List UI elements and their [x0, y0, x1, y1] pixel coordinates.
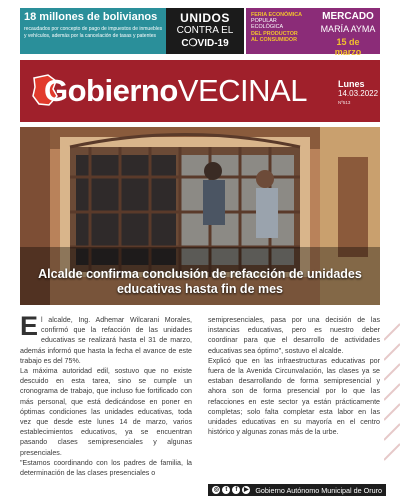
paragraph: semipresenciales, pasa por una decisión de las instancias educativas, pero es nuestro deber coordinar para que el desarrollo de actividades educativas sea óptimo", sostuvo el alcalde.	[208, 316, 380, 355]
issue-number: Nº513	[338, 100, 351, 105]
brand-light: VECINAL	[177, 73, 307, 108]
market-line2: MARÍA AYMA	[320, 24, 376, 34]
tax-banner[interactable]	[20, 8, 166, 54]
paragraph	[20, 311, 192, 366]
instagram-icon[interactable]: ◎	[213, 487, 219, 493]
facebook-icon[interactable]: f	[232, 486, 240, 494]
masthead-brand	[44, 73, 307, 109]
paragraph: Explicó que en las infraestructuras educativas por fuera de la Avenida Circunvalación, las clases ya se estaban desarrollando de forma semipresencial y ahora son de forma presencial por lo que las refacciones en este sector ya están prácticamente completas; solo falta completar esta labor en las unidades educativas en su mayoría en el centro histórico y algunas zonas más de la urbe.	[208, 356, 380, 437]
fair-line4: DEL PRODUCTOR	[251, 30, 298, 37]
footer-text: Gobierno Autónomo Municipal de Oruro	[255, 485, 382, 495]
drop-cap: E	[20, 311, 39, 341]
market-line1: MERCADO	[322, 11, 374, 22]
market-date: 15 de marzo	[334, 37, 362, 57]
footer-bar	[208, 484, 386, 496]
issue-day: Lunes	[338, 79, 365, 89]
fair-line1: FERIA ECONÓMICA	[251, 12, 303, 18]
article-photo	[20, 127, 380, 305]
twitter-icon[interactable]: t	[222, 486, 230, 494]
masthead	[20, 60, 380, 122]
fair-line5: AL CONSUMIDOR	[251, 36, 298, 43]
market-banner[interactable]	[316, 8, 380, 57]
covid-line1: UNIDOS	[180, 11, 230, 25]
article-body	[20, 311, 380, 480]
paragraph: "Estamos coordinando con los padres de familia, la determinación de las clases presenciales o	[20, 458, 192, 478]
issue-date: 14.03.2022	[338, 89, 379, 98]
fair-line2: POPULAR	[251, 18, 277, 25]
brand-bold: Gobierno	[44, 73, 178, 108]
youtube-icon[interactable]: ▶	[244, 487, 249, 493]
tax-banner-title: 18 millones de bolivianos	[24, 11, 158, 23]
covid-line3: C❍VID-19	[181, 38, 229, 49]
paragraph-text: l alcalde, Ing. Adhemar Wilcarani Morales, confirmó que la refacción de las unidades educativas se realizará hasta el 31 de marzo, además informó que hasta la fecha el avance de este trabajo es del 75%.	[20, 316, 192, 365]
issue-date-block	[338, 80, 378, 107]
fair-line3: ECOLÓGICA	[251, 24, 284, 31]
top-banners	[20, 8, 380, 57]
article-headline: Alcalde confirma conclusión de refacción de unidades educativas hasta fin de mes	[38, 267, 362, 296]
covid-line2: CONTRA EL	[176, 25, 234, 36]
paragraph: La máxima autoridad edil, sostuvo que no existe descuido en esta tarea, sino se cumple un cronograma de trabajo, que incluso fue fortificado con más personal, que está dedicándose en poner en óptimas condiciones las unidades educativas, toda vez que desde este lunes 14 de marzo, varios establecimientos educativos, ya se encuentran pasando clases semipresenciales y algunas presenciales.	[20, 367, 192, 457]
fair-banner[interactable]	[246, 8, 316, 54]
covid-banner[interactable]	[166, 8, 244, 54]
article-column-left	[20, 311, 192, 478]
tax-banner-subtitle: recaudados por concepto de pago de impuestos de inmuebles y vehículos, además por la cancelación de tasas y patentes	[24, 26, 163, 39]
decorative-stripes	[384, 320, 400, 480]
article-column-right	[208, 315, 380, 437]
